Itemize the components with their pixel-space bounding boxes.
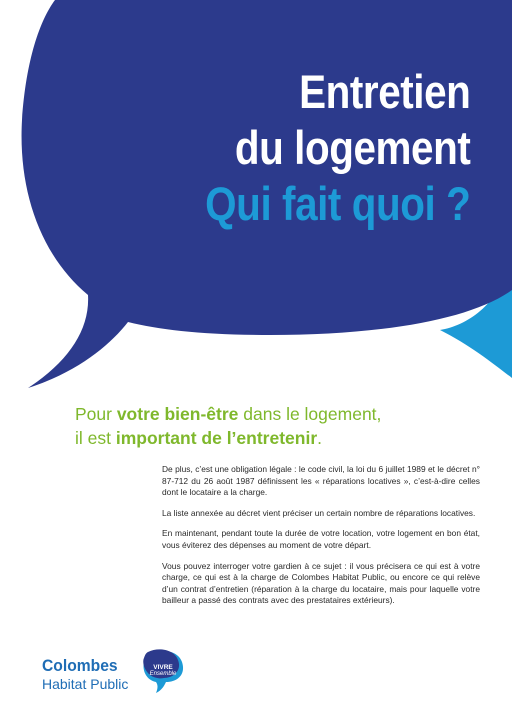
logo-line-1: Colombes [42,656,118,675]
badge-line-1: VIVRE [153,664,173,671]
lead-part: il est [75,428,116,448]
lead-emphasis: votre bien-être [116,404,239,424]
lead-text [75,402,495,450]
title-line-1: Entretien [298,65,470,118]
badge-text [146,664,180,678]
title-line-3: Qui fait quoi ? [204,177,470,230]
lead-part: . [317,428,323,448]
page-title [205,64,470,232]
body-paragraph: La liste annexée au décret vient préciser un certain nombre de réparations locatives. [162,507,476,518]
body-paragraph: En maintenant, pendant toute la durée de votre location, votre logement en bon état, vous éviterez des dépenses au moment de votre départ. [162,528,480,550]
lead-part: Pour [75,404,117,424]
badge-line-2: Ensemble [149,671,177,677]
logo-line-2: Habitat Public [42,676,129,692]
lead-part: dans le logement, [238,404,382,424]
body-paragraph: Vous pouvez interroger votre gardien à ce sujet : il vous précisera ce qui est à votre charge, ce qui est à la charge de Colombes Habitat Public, ou encore ce qui relève d’un contrat d’entretien (réparation à la charge du locataire, mais pour laquelle votre bailleur a passé des contrats avec des prestataires extérieurs). [162,560,480,606]
body-paragraph: De plus, c’est une obligation légale : le code civil, la loi du 6 juillet 1989 et le décret n° 87-712 du 26 août 1987 définissent les « réparations locatives », c’est-à-dire celles dont le locataire a la charge. [162,464,480,498]
body-text [162,464,480,616]
title-line-2: du logement [234,121,470,174]
lead-emphasis: important de l’entretenir [115,428,318,448]
colombes-habitat-logo [42,656,128,694]
